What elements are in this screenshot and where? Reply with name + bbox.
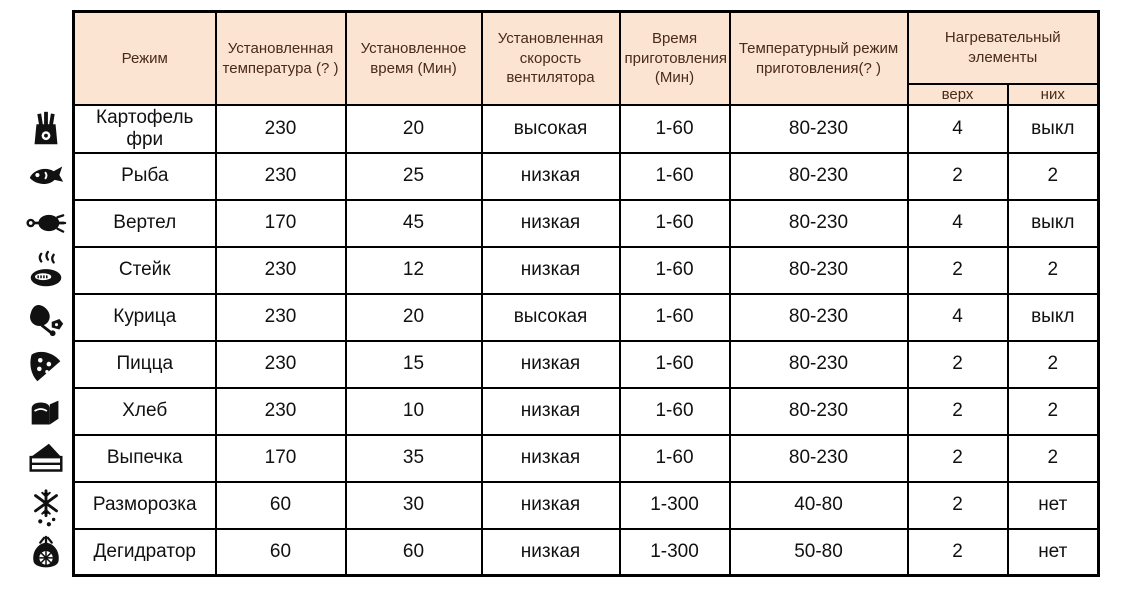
set-time-cell: 25 [346,153,482,200]
header-row-main [74,12,1099,84]
temp-range-cell: 80-230 [730,105,908,153]
heater-bottom-cell: выкл [1008,200,1099,247]
mode-cell: Стейк [74,247,216,294]
temp-range-cell: 40-80 [730,482,908,529]
mode-cell: Вертел [74,200,216,247]
fan-speed-cell: низкая [482,247,620,294]
cook-time-cell: 1-300 [620,482,730,529]
set-temp-cell: 230 [216,294,346,341]
table-row [74,294,1099,341]
mode-cell: Курица [74,294,216,341]
pizza-icon [20,342,72,389]
table-row [74,341,1099,388]
heater-bottom-cell: выкл [1008,294,1099,341]
set-temp-cell: 230 [216,105,346,153]
temp-range-cell: 80-230 [730,341,908,388]
icon-strip [0,10,72,579]
heater-bottom-cell: нет [1008,482,1099,529]
set-temp-cell: 60 [216,482,346,529]
set-temp-cell: 230 [216,341,346,388]
set-temp-cell: 230 [216,153,346,200]
rotisserie-icon [20,200,72,247]
cook-time-cell: 1-60 [620,294,730,341]
chicken-icon [20,295,72,342]
set-time-cell: 35 [346,435,482,482]
cook-time-cell: 1-60 [620,435,730,482]
cook-time-cell: 1-60 [620,200,730,247]
mode-cell: Пицца [74,341,216,388]
col-header-cook-time: Время приготовления (Мин) [620,12,730,106]
temp-range-cell: 80-230 [730,388,908,435]
heater-bottom-cell: 2 [1008,435,1099,482]
steak-icon [20,247,72,294]
temp-range-cell: 80-230 [730,153,908,200]
heater-top-cell: 2 [908,153,1008,200]
mode-cell: Картофель фри [74,105,216,153]
set-time-cell: 45 [346,200,482,247]
col-header-heater-bottom: них [1008,84,1099,106]
temp-range-cell: 80-230 [730,435,908,482]
fish-icon [20,152,72,199]
table-row [74,247,1099,294]
cook-time-cell: 1-60 [620,341,730,388]
heater-top-cell: 2 [908,529,1008,576]
set-time-cell: 20 [346,294,482,341]
set-temp-cell: 230 [216,388,346,435]
set-temp-cell: 60 [216,529,346,576]
cook-time-cell: 1-60 [620,247,730,294]
cook-time-cell: 1-60 [620,105,730,153]
heater-top-cell: 2 [908,482,1008,529]
temp-range-cell: 80-230 [730,294,908,341]
mode-cell: Хлеб [74,388,216,435]
heater-bottom-cell: 2 [1008,153,1099,200]
col-header-mode: Режим [74,12,216,106]
set-time-cell: 30 [346,482,482,529]
modes-table-body [74,105,1099,576]
heater-top-cell: 4 [908,294,1008,341]
mode-cell: Выпечка [74,435,216,482]
table-row [74,388,1099,435]
set-temp-cell: 230 [216,247,346,294]
heater-top-cell: 2 [908,247,1008,294]
cook-time-cell: 1-60 [620,388,730,435]
col-header-temp-range: Температурный режим приготовления(? ) [730,12,908,106]
mode-cell: Разморозка [74,482,216,529]
fruit-icon [20,532,72,579]
heater-bottom-cell: 2 [1008,247,1099,294]
table-row [74,529,1099,576]
fan-speed-cell: низкая [482,529,620,576]
set-temp-cell: 170 [216,435,346,482]
table-row [74,435,1099,482]
cake-icon [20,437,72,484]
temp-range-cell: 80-230 [730,247,908,294]
mode-cell: Рыба [74,153,216,200]
table-row [74,105,1099,153]
heater-bottom-cell: нет [1008,529,1099,576]
set-time-cell: 20 [346,105,482,153]
fan-speed-cell: высокая [482,105,620,153]
table-row [74,482,1099,529]
snowflake-icon [20,484,72,531]
table-header [74,12,1099,106]
col-header-heater-top: верх [908,84,1008,106]
cook-time-cell: 1-60 [620,153,730,200]
mode-cell: Дегидратор [74,529,216,576]
fan-speed-cell: низкая [482,388,620,435]
set-time-cell: 15 [346,341,482,388]
col-header-set-time: Установленное время (Мин) [346,12,482,106]
heater-bottom-cell: 2 [1008,341,1099,388]
set-temp-cell: 170 [216,200,346,247]
cooking-modes-table [72,10,1100,577]
set-time-cell: 60 [346,529,482,576]
heater-top-cell: 4 [908,200,1008,247]
icon-strip-spacer [20,10,72,105]
heater-top-cell: 2 [908,341,1008,388]
heater-top-cell: 2 [908,388,1008,435]
heater-bottom-cell: 2 [1008,388,1099,435]
fries-icon [20,105,72,152]
fan-speed-cell: низкая [482,435,620,482]
temp-range-cell: 80-230 [730,200,908,247]
col-header-set-temp: Установленная температура (? ) [216,12,346,106]
fan-speed-cell: низкая [482,200,620,247]
table-row [74,200,1099,247]
set-time-cell: 10 [346,388,482,435]
col-header-heaters: Нагревательный элементы [908,12,1099,84]
fan-speed-cell: высокая [482,294,620,341]
cook-time-cell: 1-300 [620,529,730,576]
temp-range-cell: 50-80 [730,529,908,576]
set-time-cell: 12 [346,247,482,294]
fan-speed-cell: низкая [482,341,620,388]
fan-speed-cell: низкая [482,482,620,529]
table-row [74,153,1099,200]
heater-top-cell: 2 [908,435,1008,482]
fan-speed-cell: низкая [482,153,620,200]
heater-bottom-cell: выкл [1008,105,1099,153]
heater-top-cell: 4 [908,105,1008,153]
col-header-fan-speed: Установленная скорость вентилятора [482,12,620,106]
bread-icon [20,389,72,436]
